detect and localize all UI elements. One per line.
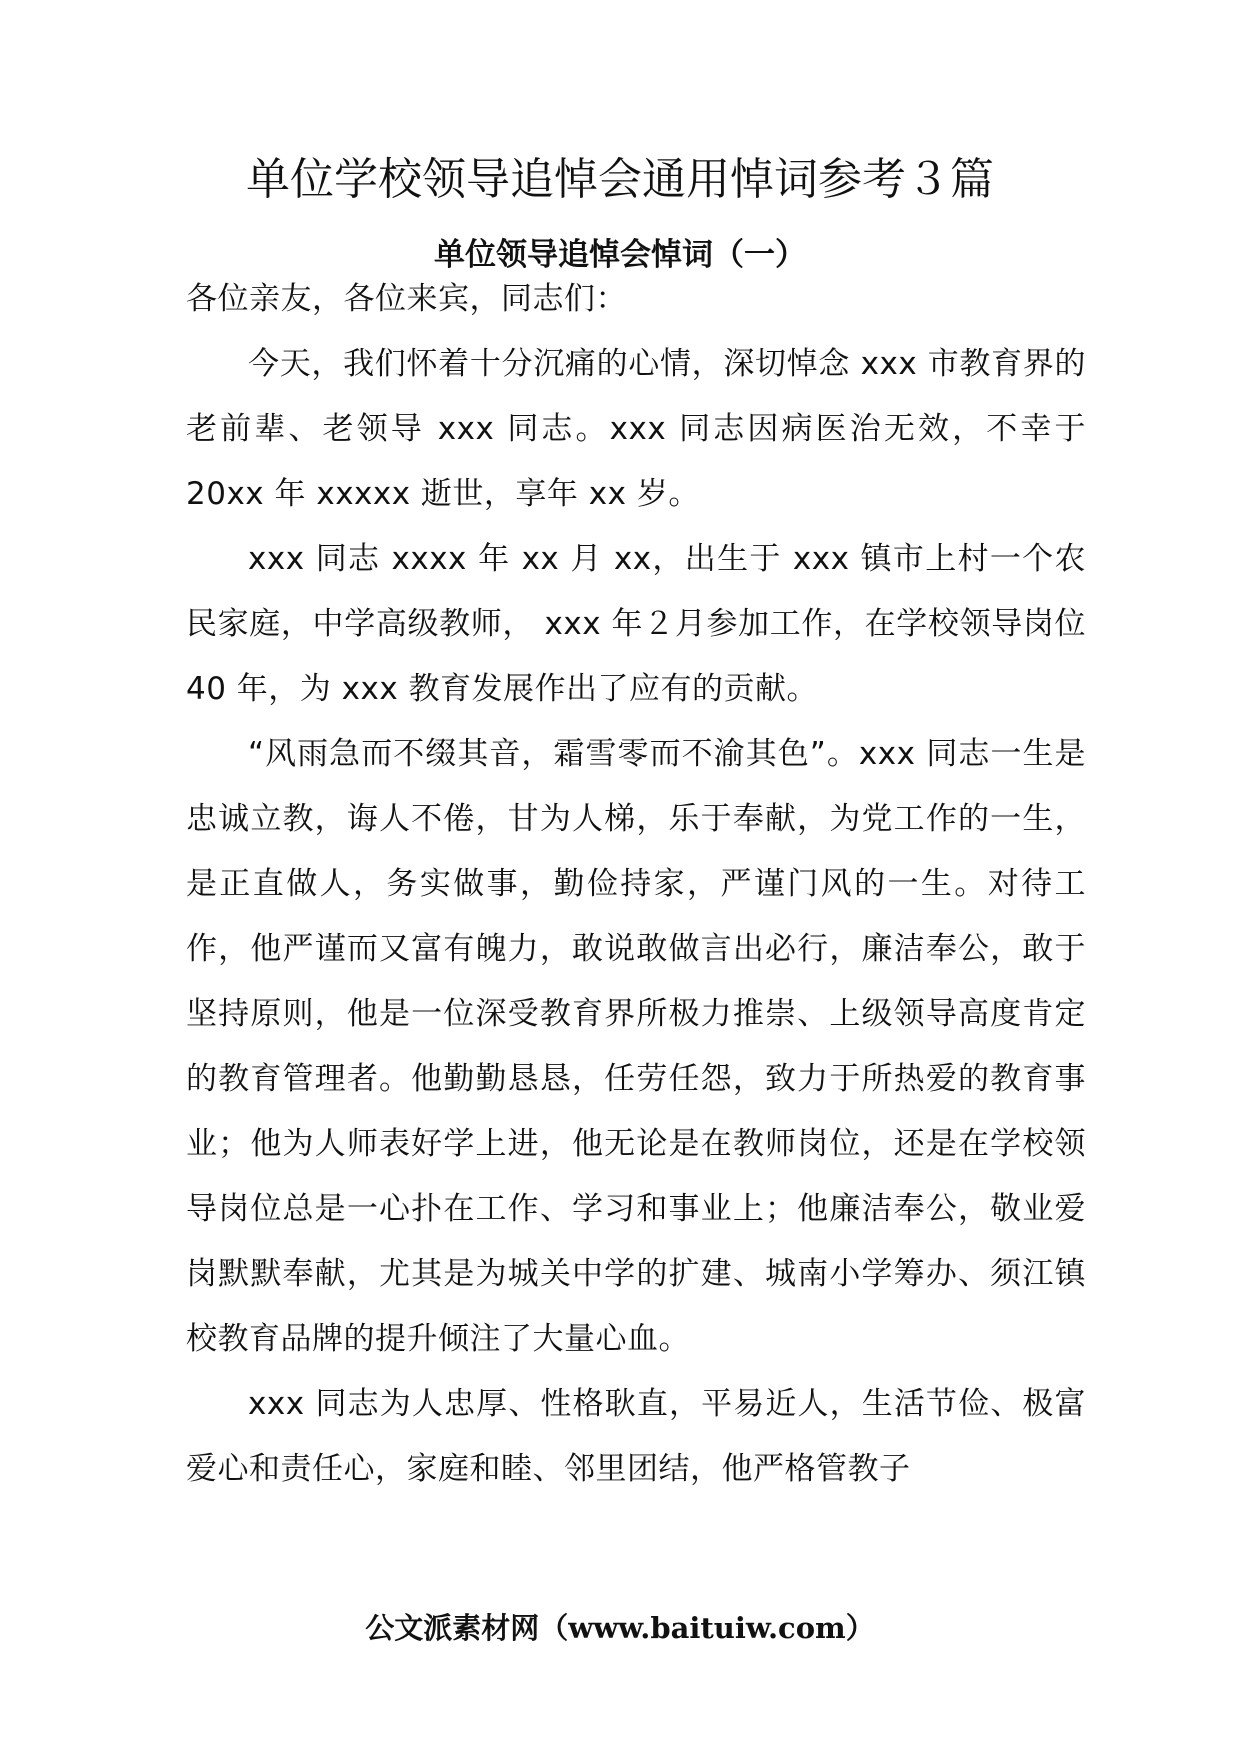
paragraph: “风雨急而不缀其音，霜雪零而不渝其色”。xxx 同志一生是忠诚立教，诲人不倦，甘为人梯，乐于奉献，为党工作的一生，是正直做人，务实做事，勤俭持家，严谨门风的一生。对待工作，他严谨而又富有魄力，敢说敢做言出必行，廉洁奉公，敢于坚持原则，他是一位深受教育界所极力推崇、上级领导高度肯定的教育管理者。他勤勤恳恳，任劳任怨，致力于所热爱的教育事业；他为人师表好学上进，他无论是在教师岗位，还是在学校领导岗位总是一心扑在工作、学习和事业上；他廉洁奉公，敬业爱岗默默奉献，尤其是为城关中学的扩建、城南小学筹办、须江镇校教育品牌的提升倾注了大量心血。 bbox=[186, 736, 1086, 1357]
document-body bbox=[186, 267, 1086, 1502]
footer-source: 公文派素材网（www.baituiw.com） bbox=[365, 1611, 875, 1645]
paragraph: xxx 同志为人忠厚、性格耿直，平易近人，生活节俭、极富爱心和责任心，家庭和睦、邻里团结，他严格管教子 bbox=[186, 1386, 1086, 1487]
section-subtitle: 单位领导追悼会悼词（一） bbox=[434, 237, 806, 273]
paragraph: 今天，我们怀着十分沉痛的心情，深切悼念 xxx 市教育界的老前辈、老领导 xxx 同志。xxx 同志因病医治无效，不幸于 20xx 年 xxxxx 逝世，享年 xx 岁。 bbox=[186, 346, 1086, 512]
salutation: 各位亲友，各位来宾，同志们： bbox=[186, 281, 627, 317]
page-title: 单位学校领导追悼会通用悼词参考３篇 bbox=[246, 154, 994, 205]
paragraph: xxx 同志 xxxx 年 xx 月 xx，出生于 xxx 镇市上村一个农民家庭，中学高级教师， xxx 年２月参加工作，在学校领导岗位 40 年，为 xxx 教育发展作出了应有的贡献。 bbox=[186, 541, 1086, 707]
